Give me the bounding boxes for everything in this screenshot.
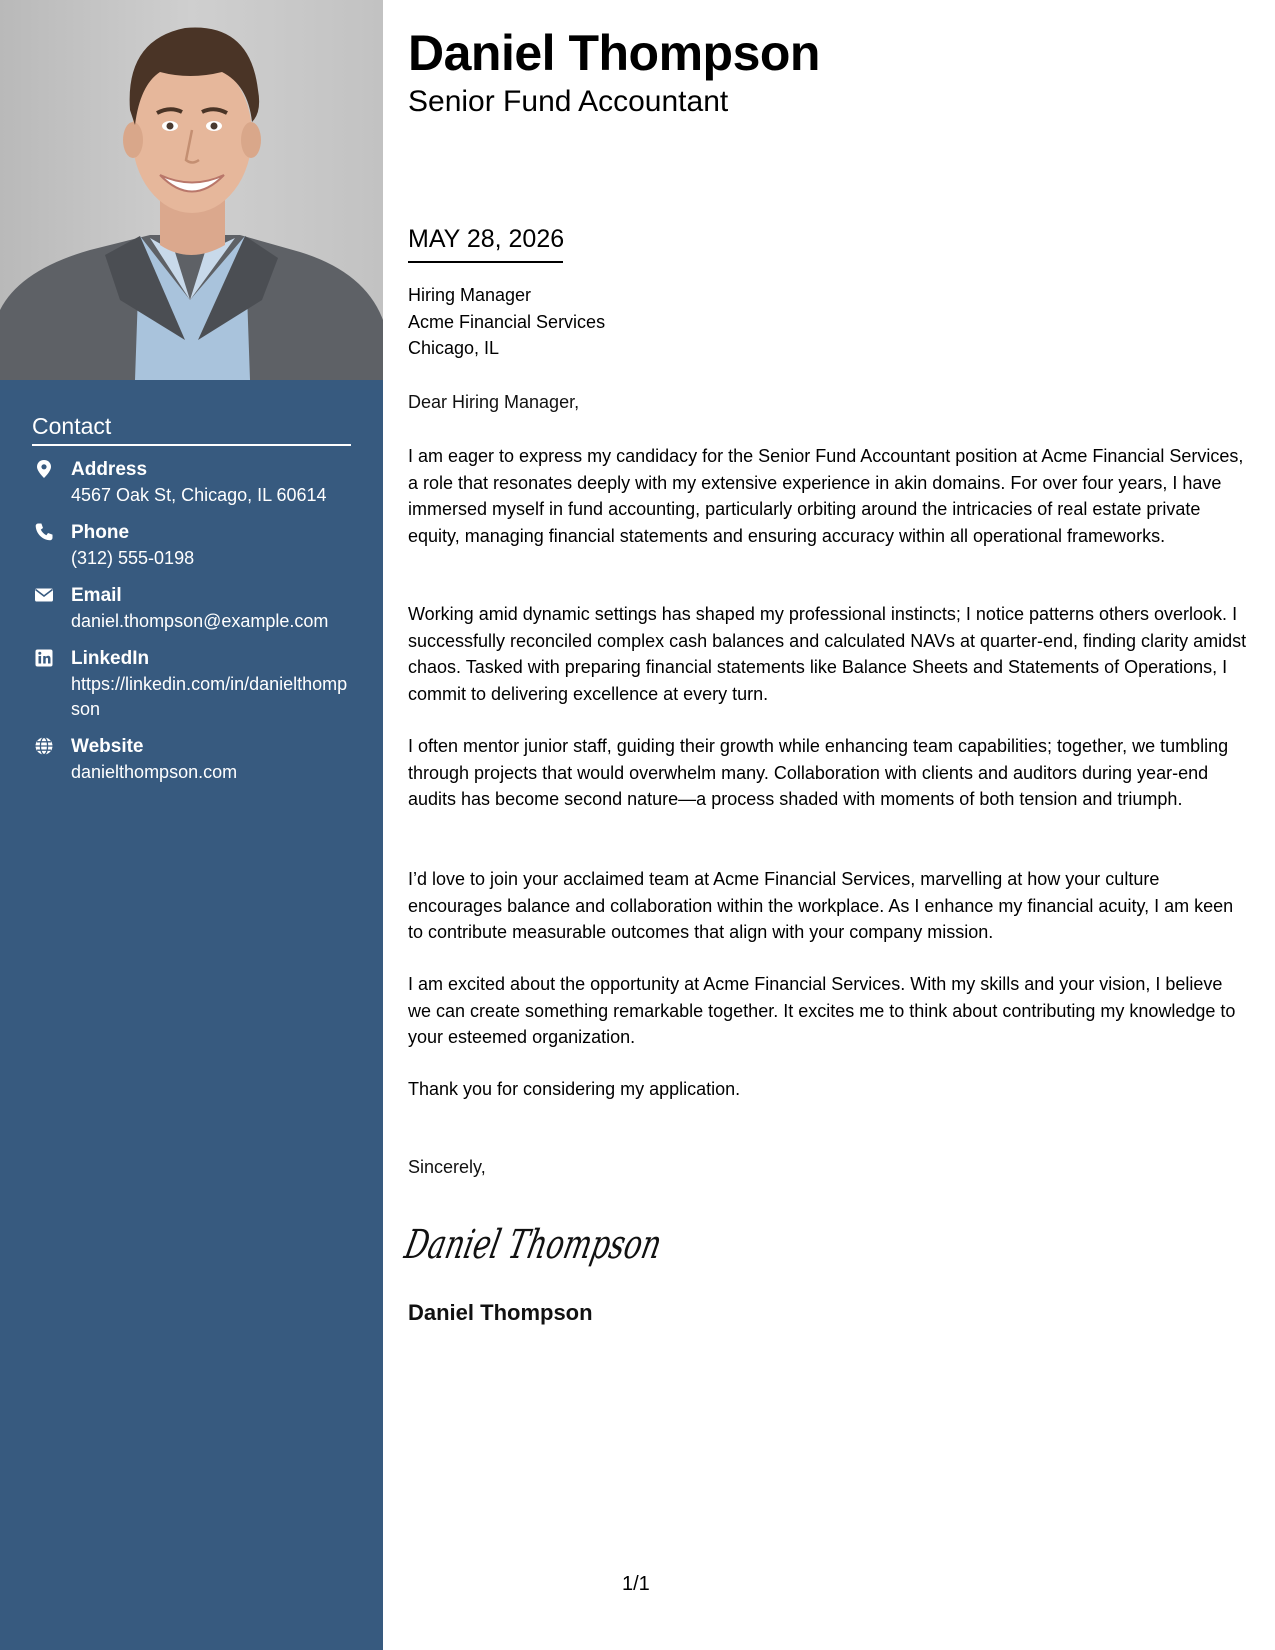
recipient-line: Hiring Manager <box>408 285 532 305</box>
profile-photo <box>0 0 383 380</box>
signature-drawing <box>400 1206 765 1276</box>
map-pin-icon <box>34 459 54 479</box>
page-number: 1/1 <box>622 1573 650 1595</box>
sidebar <box>0 0 383 1650</box>
contact-link-website[interactable]: danielthompson.com <box>71 762 238 782</box>
envelope-icon <box>34 585 54 605</box>
letter-date: MAY 28, 2026 <box>408 225 565 253</box>
contact-value-email: daniel.thompson@example.com <box>71 611 329 631</box>
closing: Sincerely, <box>408 1157 486 1177</box>
body-paragraph: I am eager to express my candidacy for the Senior Fund Accountant position at Acme Financial Services, a role that resonates deeply with my extensive experience in akin domains. For over four years, I have immersed myself in fund accounting, particularly orbiting around the intricacies of real estate private equity, managing financial statements and ensuring accuracy within all operational frameworks. <box>408 446 1244 546</box>
linkedin-icon <box>34 648 54 668</box>
signer-name: Daniel Thompson <box>408 1300 593 1325</box>
handwritten-signature <box>400 1206 765 1276</box>
body-paragraph: I’d love to join your acclaimed team at Acme Financial Services, marvelling at how your culture encourages balance and collaboration within the workplace. As I enhance my financial acuity, I am keen to contribute measurable outcomes that align with your company mission. <box>408 869 1234 942</box>
contact-label-website: Website <box>71 736 144 757</box>
svg-text:Daniel Thompson: Daniel Thompson <box>400 1220 765 1268</box>
contact-divider <box>32 444 351 446</box>
contact-link-linkedin[interactable]: https://linkedin.com/in/danielthompson <box>71 674 348 719</box>
contact-label-email: Email <box>71 585 122 606</box>
recipient-line: Acme Financial Services <box>408 311 606 332</box>
date-underline <box>408 261 563 263</box>
body-paragraph: I often mentor junior staff, guiding their growth while enhancing team capabilities; together, we tumbling through projects that would overwhelm many. Collaboration with clients and auditors during year-end audits has become second nature—a process shaded with moments of both tension and triumph. <box>408 736 1229 809</box>
recipient-line: Chicago, IL <box>408 338 500 358</box>
contact-label-address: Address <box>71 459 148 480</box>
applicant-name: Daniel Thompson <box>408 25 820 81</box>
body-paragraph: I am excited about the opportunity at Acme Financial Services. With my skills and your vision, I believe we can create something remarkable together. It excites me to think about contributing my knowledge to your esteemed organization. <box>408 974 1236 1047</box>
contact-value-phone: (312) 555-0198 <box>71 548 195 568</box>
profile-photo-illustration <box>0 0 383 380</box>
contact-heading: Contact <box>32 413 112 439</box>
globe-icon <box>34 736 54 756</box>
recipient-block <box>408 282 605 362</box>
body-paragraph: Working amid dynamic settings has shaped my professional instincts; I notice patterns others overlook. I successfully reconciled complex cash balances and calculated NAVs at quarter-end, finding clarity amidst chaos. Tasked with preparing financial statements like Balance Sheets and Statements of Operations, I commit to delivering excellence at every turn. <box>408 604 1247 704</box>
body-paragraph: Thank you for considering my application. <box>408 1079 741 1099</box>
job-title: Senior Fund Accountant <box>408 85 729 118</box>
contact-label-linkedin: LinkedIn <box>71 648 150 669</box>
salutation: Dear Hiring Manager, <box>408 392 580 412</box>
phone-icon <box>34 522 54 542</box>
contact-value-address: 4567 Oak St, Chicago, IL 60614 <box>71 485 327 505</box>
contact-label-phone: Phone <box>71 522 130 543</box>
